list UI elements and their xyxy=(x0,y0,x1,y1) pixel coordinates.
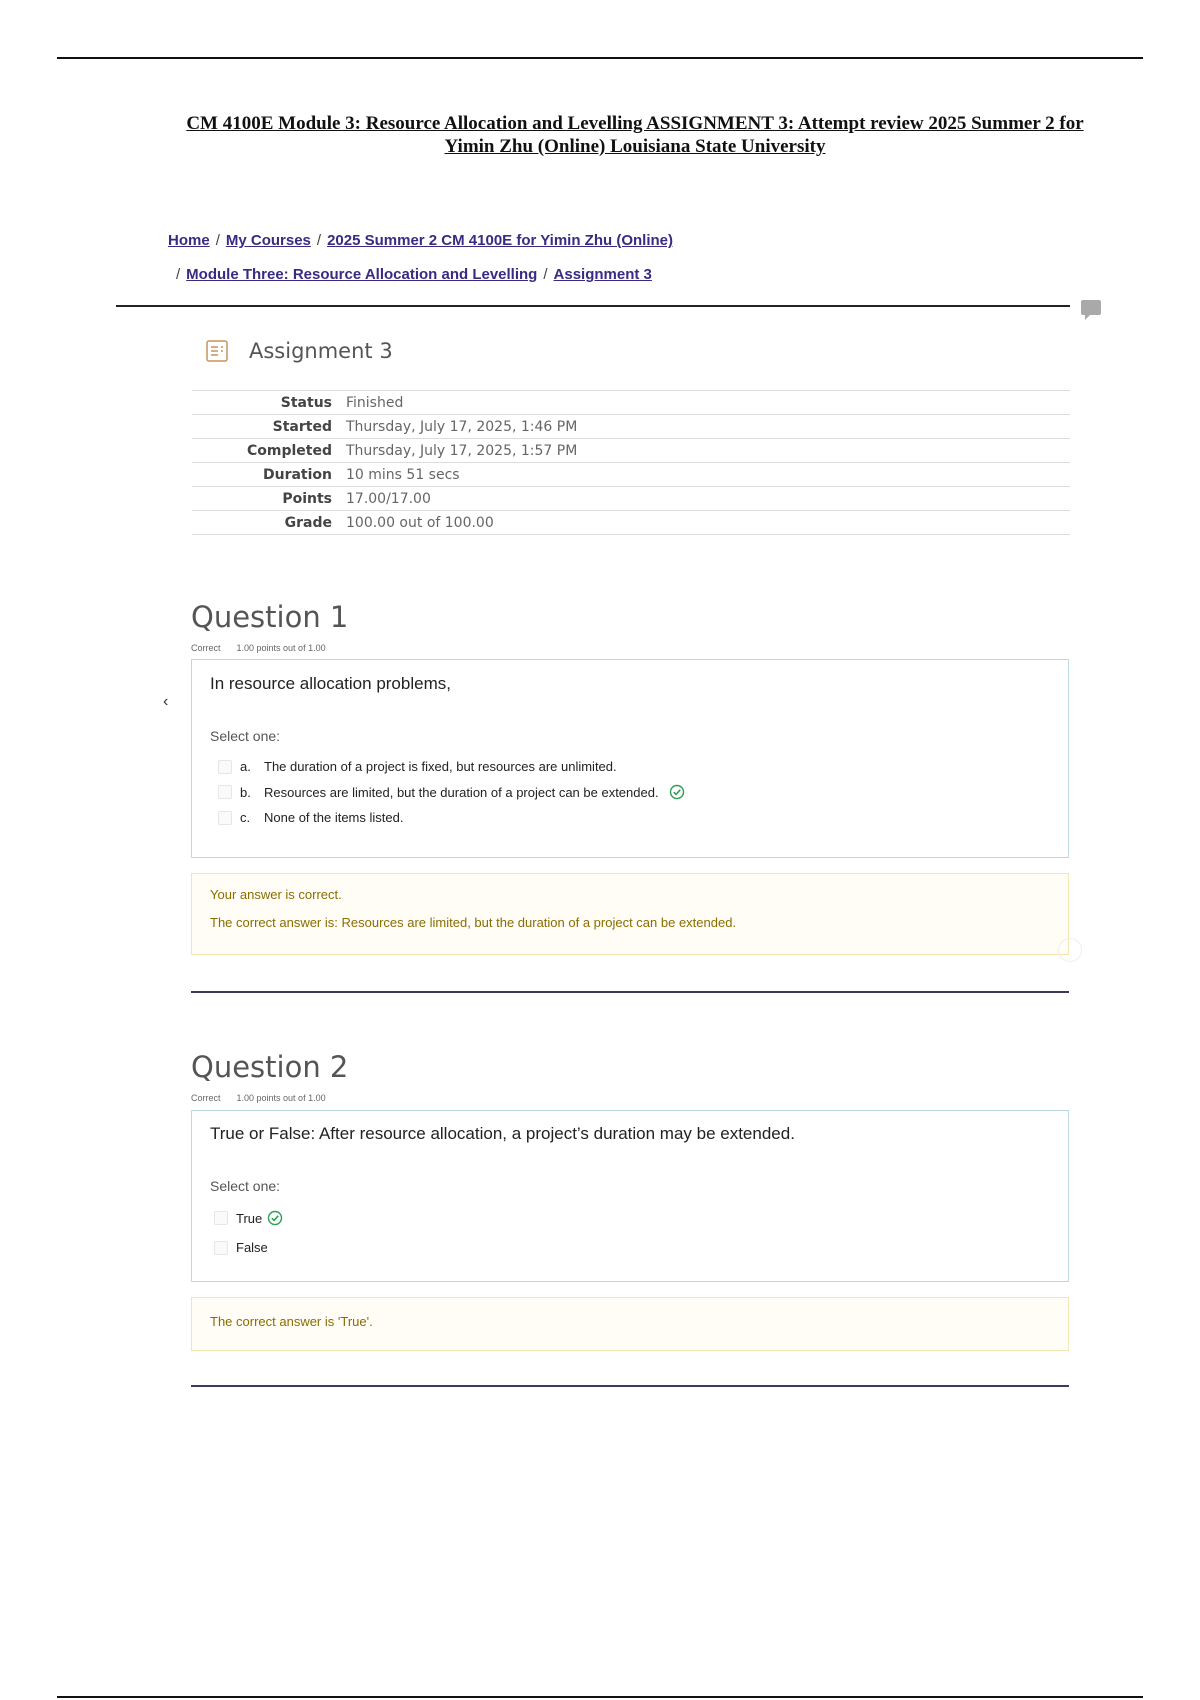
option-letter: b. xyxy=(240,784,251,800)
bottom-page-rule xyxy=(57,1696,1143,1698)
attempt-summary-table xyxy=(192,390,1070,535)
question-1-text: In resource allocation problems, xyxy=(210,674,451,693)
summary-label: Grade xyxy=(192,511,346,535)
question-1-option-a[interactable] xyxy=(218,759,617,774)
summary-row-started xyxy=(192,415,1070,439)
breadcrumb-separator: / xyxy=(543,266,548,283)
top-page-rule xyxy=(57,57,1143,59)
summary-row-points xyxy=(192,487,1070,511)
option-text: The duration of a project is fixed, but resources are unlimited. xyxy=(264,759,617,774)
option-text: True xyxy=(236,1210,263,1226)
question-2-option-false[interactable] xyxy=(214,1240,268,1255)
question-1-feedback xyxy=(191,873,1069,955)
summary-row-status xyxy=(192,391,1070,415)
breadcrumb-separator: / xyxy=(316,232,322,249)
breadcrumb-module[interactable]: Module Three: Resource Allocation and Levelling xyxy=(186,266,538,283)
summary-label: Status xyxy=(192,391,346,415)
correct-check-icon xyxy=(669,784,685,800)
question-2-box xyxy=(191,1110,1069,1282)
document-title-line-1: CM 4100E Module 3: Resource Allocation and Levelling ASSIGNMENT 3: Attempt review 2025 Summer 2 for xyxy=(186,113,1084,134)
header-divider xyxy=(116,305,1070,307)
question-2-feedback xyxy=(191,1297,1069,1351)
assignment-title: Assignment 3 xyxy=(249,339,393,363)
question-points: 1.00 points out of 1.00 xyxy=(236,1093,326,1103)
scroll-indicator xyxy=(1058,938,1082,962)
option-letter: c. xyxy=(240,810,251,825)
question-state: Correct xyxy=(191,643,221,653)
question-1-title: Question 1 xyxy=(191,600,349,634)
question-divider xyxy=(191,991,1069,993)
feedback-line: The correct answer is 'True'. xyxy=(210,1314,373,1329)
summary-label: Completed xyxy=(192,439,346,463)
radio-button[interactable] xyxy=(214,1211,228,1225)
option-text: None of the items listed. xyxy=(264,810,404,825)
question-2-option-true[interactable] xyxy=(214,1210,283,1226)
summary-label: Started xyxy=(192,415,346,439)
option-text: Resources are limited, but the duration of a project can be extended. xyxy=(264,784,659,800)
chevron-left-icon[interactable]: ‹ xyxy=(163,693,169,710)
breadcrumb xyxy=(168,224,1068,292)
question-points: 1.00 points out of 1.00 xyxy=(236,643,326,653)
summary-value: 17.00/17.00 xyxy=(346,487,1070,511)
summary-label: Duration xyxy=(192,463,346,487)
question-1-meta xyxy=(191,643,342,653)
option-letter: a. xyxy=(240,759,251,774)
question-state: Correct xyxy=(191,1093,221,1103)
feedback-line: The correct answer is: Resources are limited, but the duration of a project can be extended. xyxy=(210,915,737,930)
summary-label: Points xyxy=(192,487,346,511)
option-text: False xyxy=(236,1240,268,1255)
breadcrumb-separator: / xyxy=(176,266,181,283)
summary-row-completed xyxy=(192,439,1070,463)
summary-value: Thursday, July 17, 2025, 1:46 PM xyxy=(346,415,1070,439)
question-1-box xyxy=(191,659,1069,858)
breadcrumb-my-courses[interactable]: My Courses xyxy=(225,232,311,249)
assignment-icon xyxy=(205,339,229,363)
summary-value: Finished xyxy=(346,391,1070,415)
summary-row-grade xyxy=(192,511,1070,535)
correct-check-icon xyxy=(267,1210,283,1226)
breadcrumb-assignment[interactable]: Assignment 3 xyxy=(553,266,652,283)
radio-button[interactable] xyxy=(218,785,232,799)
question-2-meta xyxy=(191,1093,342,1103)
select-one-label: Select one: xyxy=(210,1178,281,1194)
question-divider xyxy=(191,1385,1069,1387)
document-title xyxy=(140,112,1130,158)
radio-button[interactable] xyxy=(218,811,232,825)
message-drawer-icon[interactable] xyxy=(1081,300,1101,315)
summary-value: 100.00 out of 100.00 xyxy=(346,511,1070,535)
question-2-text: True or False: After resource allocation, a project’s duration may be extended. xyxy=(210,1124,795,1143)
document-title-line-2: Yimin Zhu (Online) Louisiana State University xyxy=(444,136,826,157)
question-1-option-c[interactable] xyxy=(218,810,403,825)
summary-value: 10 mins 51 secs xyxy=(346,463,1070,487)
select-one-label: Select one: xyxy=(210,728,281,744)
radio-button[interactable] xyxy=(218,760,232,774)
summary-row-duration xyxy=(192,463,1070,487)
breadcrumb-home[interactable]: Home xyxy=(168,232,210,249)
breadcrumb-course[interactable]: 2025 Summer 2 CM 4100E for Yimin Zhu (Online) xyxy=(327,232,673,249)
question-2-title: Question 2 xyxy=(191,1050,349,1084)
breadcrumb-separator: / xyxy=(215,232,220,249)
summary-value: Thursday, July 17, 2025, 1:57 PM xyxy=(346,439,1070,463)
radio-button[interactable] xyxy=(214,1241,228,1255)
feedback-line: Your answer is correct. xyxy=(210,887,342,902)
assignment-header xyxy=(205,339,393,363)
question-1-option-b[interactable] xyxy=(218,784,685,800)
